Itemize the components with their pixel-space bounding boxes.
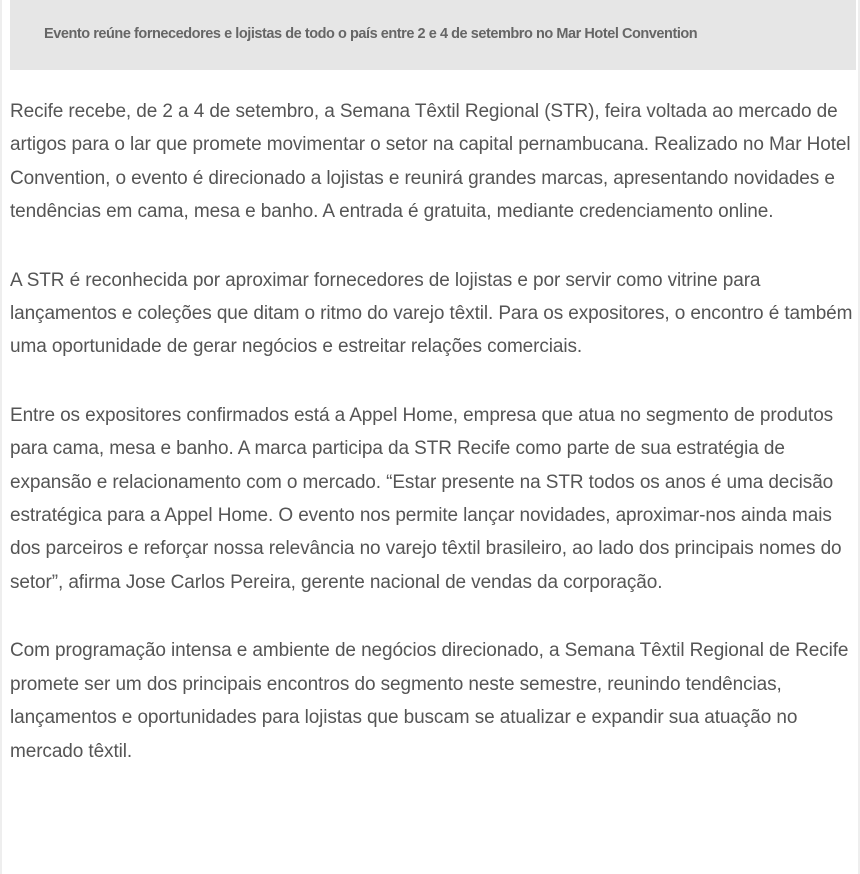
subtitle-box xyxy=(10,0,856,70)
article-paragraph: A STR é reconhecida por aproximar fornecedores de lojistas e por servir como vitrine para lançamentos e coleções que ditam o ritmo do varejo têxtil. Para os expositores, o encontro é também uma oportunidade de gerar negócios e estreitar relações comerciais. xyxy=(10,269,853,358)
article-paragraph: Com programação intensa e ambiente de negócios direcionado, a Semana Têxtil Regional de Recife promete ser um dos principais encontros do segmento neste semestre, reunindo tendências, lançamentos e oportunidades para lojistas que buscam se atualizar e expandir sua atuação no mercado têxtil. xyxy=(10,640,849,762)
article-paragraph: Entre os expositores confirmados está a Appel Home, empresa que atua no segmento de produtos para cama, mesa e banho. A marca participa da STR Recife como parte de sua estratégia de expansão e relacionamento com o mercado. “Estar presente na STR todos os anos é uma decisão estratégica para a Appel Home. O evento nos permite lançar novidades, aproximar-nos ainda mais dos parceiros e reforçar nossa relevância no varejo têxtil brasileiro, ao lado dos principais nomes do setor”, afirma Jose Carlos Pereira, gerente nacional de vendas da corporação. xyxy=(10,404,842,593)
article-body xyxy=(10,95,856,803)
article-paragraph: Recife recebe, de 2 a 4 de setembro, a Semana Têxtil Regional (STR), feira voltada ao mercado de artigos para o lar que promete movimentar o setor na capital pernambucana. Realizado no Mar Hotel Convention, o evento é direcionado a lojistas e reunirá grandes marcas, apresentando novidades e tendências em cama, mesa e banho. A entrada é gratuita, mediante credenciamento online. xyxy=(10,101,851,223)
article-subtitle: Evento reúne fornecedores e lojistas de todo o país entre 2 e 4 de setembro no Mar Hotel Convention xyxy=(44,26,698,42)
